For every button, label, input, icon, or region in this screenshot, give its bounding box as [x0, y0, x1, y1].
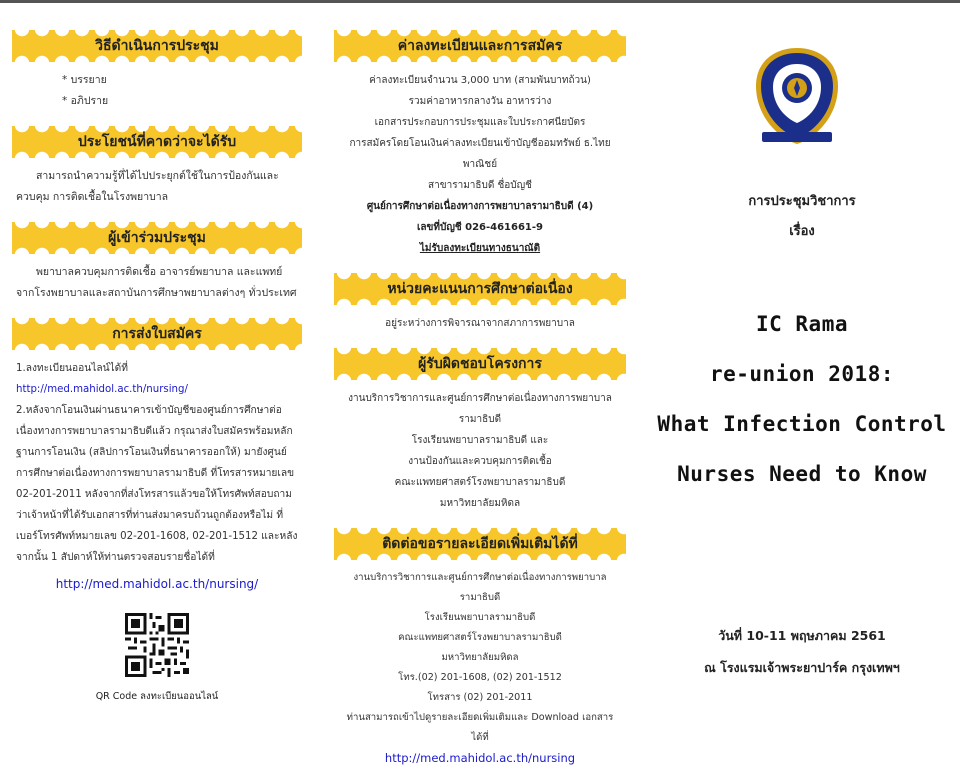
section-banner: [12, 222, 302, 254]
conference-label: การประชุมวิชาการ: [748, 194, 856, 209]
section-title: ค่าลงทะเบียนและการสมัคร: [397, 38, 563, 54]
middle-panel: [334, 30, 626, 782]
contact-line: โทรสาร (02) 201-2011: [427, 692, 533, 703]
method-list: [12, 62, 302, 112]
section-banner: [12, 318, 302, 350]
section-banner: [334, 273, 626, 305]
application-text: [12, 350, 302, 595]
nursing-link[interactable]: http://med.mahidol.ac.th/nursing/: [55, 577, 259, 591]
registration-link[interactable]: http://med.mahidol.ac.th/nursing/: [16, 384, 188, 395]
qr-caption: QR Code ลงทะเบียนออนไลน์: [95, 691, 219, 702]
contact-line: โทร.(02) 201-1608, (02) 201-1512: [398, 672, 562, 683]
account-name: ศูนย์การศึกษาต่อเนื่องทางการพยาบาลรามาธิบดี (4): [366, 201, 594, 212]
contact-text: [334, 560, 626, 768]
event-date: วันที่ 10-11 พฤษภาคม 2561: [718, 628, 886, 643]
event-title-line: IC Rama: [755, 312, 848, 336]
list-item: * บรรยาย: [62, 70, 298, 91]
event-title-line: What Infection Control: [657, 412, 947, 436]
contact-line: ท่านสามารถเข้าไปดูรายละเอียดเพิ่มเติมและ Download เอกสารได้ที่: [346, 712, 614, 743]
section-organizer: [334, 348, 626, 514]
section-contact: [334, 528, 626, 768]
section-title: วิธีดำเนินการประชุม: [95, 38, 219, 54]
contact-line: งานบริการวิชาการและศูนย์การศึกษาต่อเนื่องทางการพยาบาลรามาธิบดี: [353, 572, 607, 603]
application-step-2: 2.หลังจากโอนเงินผ่านธนาคารเข้าบัญชีของศูนย์การศึกษาต่อเนื่องทางการพยาบาลรามาธิบดีแล้ว กรุณาส่งใบสมัครพร้อมหลักฐานการโอนเงิน (สลิปการโอนเงินที่ธนาคารออกให้) มายังศูนย์การศึกษาต่อเนื่องทางการพยาบาลรามาธิบดี ที่โทรสารหมายเลข 02-201-2011 หลังจากที่ส่งโทรสารแล้วขอให้โทรศัพท์สอบถามว่าเจ้าหน้าที่ได้รับเอกสารที่ท่านส่งมาครบถ้วนถูกต้องหรือไม่ ที่เบอร์โทรศัพท์หมายเลข 02-201-1608, 02-201-1512 และหลังจากนั้น 1 สัปดาห์ให้ท่านตรวจสอบรายชื่อได้ที่: [16, 405, 298, 563]
section-title: ผู้เข้าร่วมประชุม: [108, 230, 206, 246]
section-banner: [12, 30, 302, 62]
section-banner: [334, 30, 626, 62]
contact-line: มหาวิทยาลัยมหิดล: [441, 652, 519, 663]
organizer-line: โรงเรียนพยาบาลรามาธิบดี และ: [411, 435, 549, 446]
fee-line: สาขารามาธิบดี ชื่อบัญชี: [428, 180, 532, 191]
section-title: ประโยชน์ที่คาดว่าจะได้รับ: [77, 134, 237, 150]
account-number: เลขที่บัญชี 026-461661-9: [417, 222, 543, 233]
no-money-order-note: ไม่รับลงทะเบียนทางธนาณัติ: [419, 243, 541, 254]
cover-panel: [652, 40, 952, 710]
contact-link[interactable]: http://med.mahidol.ac.th/nursing: [384, 751, 576, 765]
section-method: [12, 30, 302, 112]
section-benefits: [12, 126, 302, 208]
benefits-text: สามารถนำความรู้ที่ได้ไปประยุกต์ใช้ในการป้องกันและควบคุม การติดเชื้อในโรงพยาบาล: [16, 170, 279, 203]
organizer-line: งานบริการวิชาการและศูนย์การศึกษาต่อเนื่องทางการพยาบาลรามาธิบดี: [348, 393, 612, 425]
section-title: ติดต่อขอรายละเอียดเพิ่มเติมได้ที่: [382, 536, 578, 552]
section-banner: [334, 348, 626, 380]
organizer-line: คณะแพทยศาสตร์โรงพยาบาลรามาธิบดี: [394, 477, 566, 488]
section-title: ผู้รับผิดชอบโครงการ: [418, 356, 542, 372]
fee-line: เอกสารประกอบการประชุมและใบประกาศนียบัตร: [374, 117, 586, 128]
section-title: การส่งใบสมัคร: [112, 326, 202, 342]
application-step-1: 1.ลงทะเบียนออนไลน์ได้ที่ http://med.mahidol.ac.th/nursing/: [16, 363, 188, 395]
list-item: * อภิปราย: [62, 91, 298, 112]
fee-text: [334, 62, 626, 259]
section-title: หน่วยคะแนนการศึกษาต่อเนื่อง: [387, 281, 573, 297]
participants-text: พยาบาลควบคุมการติดเชื้อ อาจารย์พยาบาล และแพทย์ จากโรงพยาบาลและสถาบันการศึกษาพยาบาลต่างๆ ทั่วประเทศ: [16, 266, 297, 299]
section-fee: [334, 30, 626, 259]
section-banner: [12, 126, 302, 158]
organizer-line: งานป้องกันและควบคุมการติดเชื้อ: [408, 456, 552, 467]
section-application: [12, 318, 302, 704]
qr-block: [12, 613, 302, 704]
qr-code-icon[interactable]: [125, 613, 189, 677]
event-title-line: Nurses Need to Know: [677, 462, 927, 486]
left-panel: [12, 30, 302, 718]
contact-line: โรงเรียนพยาบาลรามาธิบดี: [424, 612, 536, 623]
subject-label: เรื่อง: [789, 224, 815, 239]
contact-line: คณะแพทยศาสตร์โรงพยาบาลรามาธิบดี: [398, 632, 562, 643]
organizer-text: [334, 380, 626, 514]
section-credits: [334, 273, 626, 334]
section-participants: [12, 222, 302, 304]
fee-line: ค่าลงทะเบียนจำนวน 3,000 บาท (สามพันบาทถ้วน): [369, 75, 591, 86]
event-venue: ณ โรงแรมเจ้าพระยาปาร์ค กรุงเทพฯ: [704, 660, 900, 675]
mahidol-seal-icon: [754, 46, 840, 146]
organizer-line: มหาวิทยาลัยมหิดล: [439, 498, 521, 509]
event-title-line: re-union 2018:: [709, 362, 894, 386]
fee-line: การสมัครโดยโอนเงินค่าลงทะเบียนเข้าบัญชีออมทรัพย์ ธ.ไทยพาณิชย์: [349, 138, 611, 170]
section-banner: [334, 528, 626, 560]
top-border: [0, 0, 960, 3]
credits-text: อยู่ระหว่างการพิจารณาจากสภาการพยาบาล: [385, 318, 575, 329]
fee-line: รวมค่าอาหารกลางวัน อาหารว่าง: [408, 96, 552, 107]
